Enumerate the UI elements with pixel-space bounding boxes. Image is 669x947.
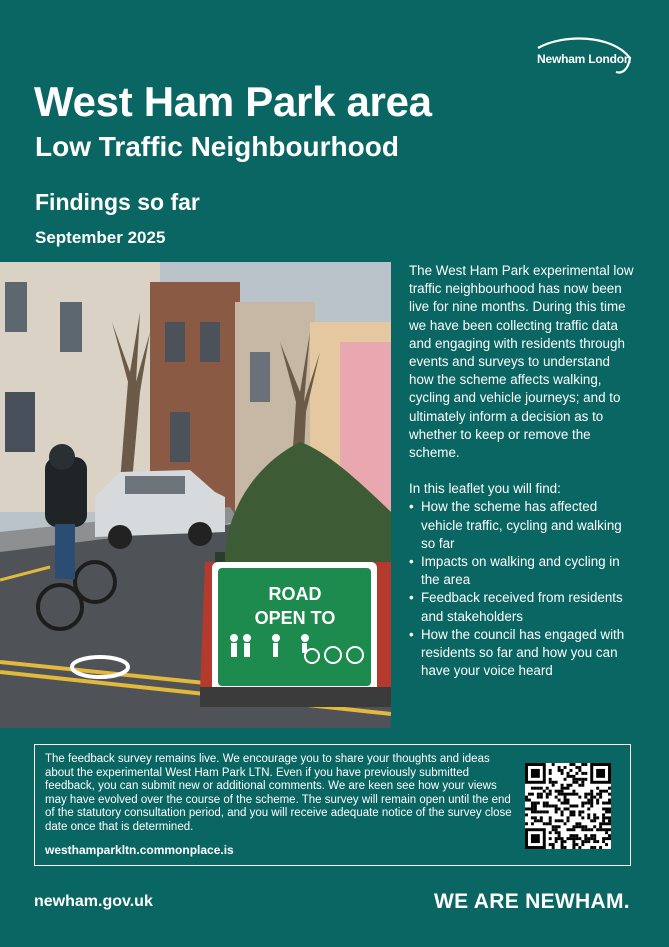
list-item: • Impacts on walking and cycling in the area	[409, 553, 634, 589]
list-heading: In this leaflet you will find:	[409, 481, 561, 497]
intro-paragraph: The West Ham Park experimental low traffic neighbourhood has now been live for nine months. During this time we have been collecting traffic data and engaging with residents through events and surveys to understand how the scheme affects walking, cycling and vehicle journeys; and to ultimately inform a decision as to whether to keep or remove the scheme.	[409, 263, 634, 461]
leaflet-contents-list	[409, 498, 634, 680]
intro-column	[409, 262, 634, 680]
survey-text: The feedback survey remains live. We encourage you to share your thoughts and ideas about the experimental West Ham Park LTN. Even if you have previously submitted feedback, you can submit new or additional comments. We are keen see how your views may have evolved over the course of the scheme. The survey will remain open until the end of the statutory consultation period, and you will receive adequate notice of the survey close date once that is determined.	[45, 753, 512, 833]
publication-date: September 2025	[35, 228, 166, 247]
sign-open-to: OPEN TO	[254, 608, 336, 628]
list-item: • How the scheme has affected vehicle traffic, cycling and walking so far	[409, 498, 634, 553]
street-photo	[0, 262, 391, 728]
slogan: WE ARE NEWHAM.	[434, 890, 630, 913]
survey-link[interactable]: westhamparkltn.commonplace.is	[45, 843, 234, 857]
website-link[interactable]: newham.gov.uk	[34, 893, 153, 910]
qr-code[interactable]	[525, 763, 611, 849]
list-item: • Feedback received from residents and stakeholders	[409, 589, 634, 625]
sign-road: ROAD	[268, 584, 322, 604]
list-item: • How the council has engaged with residents so far and how you can have your voice heard	[409, 626, 634, 681]
newham-logo-text: Newham London	[537, 52, 632, 66]
section-heading: Findings so far	[35, 189, 200, 215]
page-subtitle: Low Traffic Neighbourhood	[35, 131, 399, 162]
page-title: West Ham Park area	[34, 78, 432, 125]
survey-box	[34, 744, 631, 866]
